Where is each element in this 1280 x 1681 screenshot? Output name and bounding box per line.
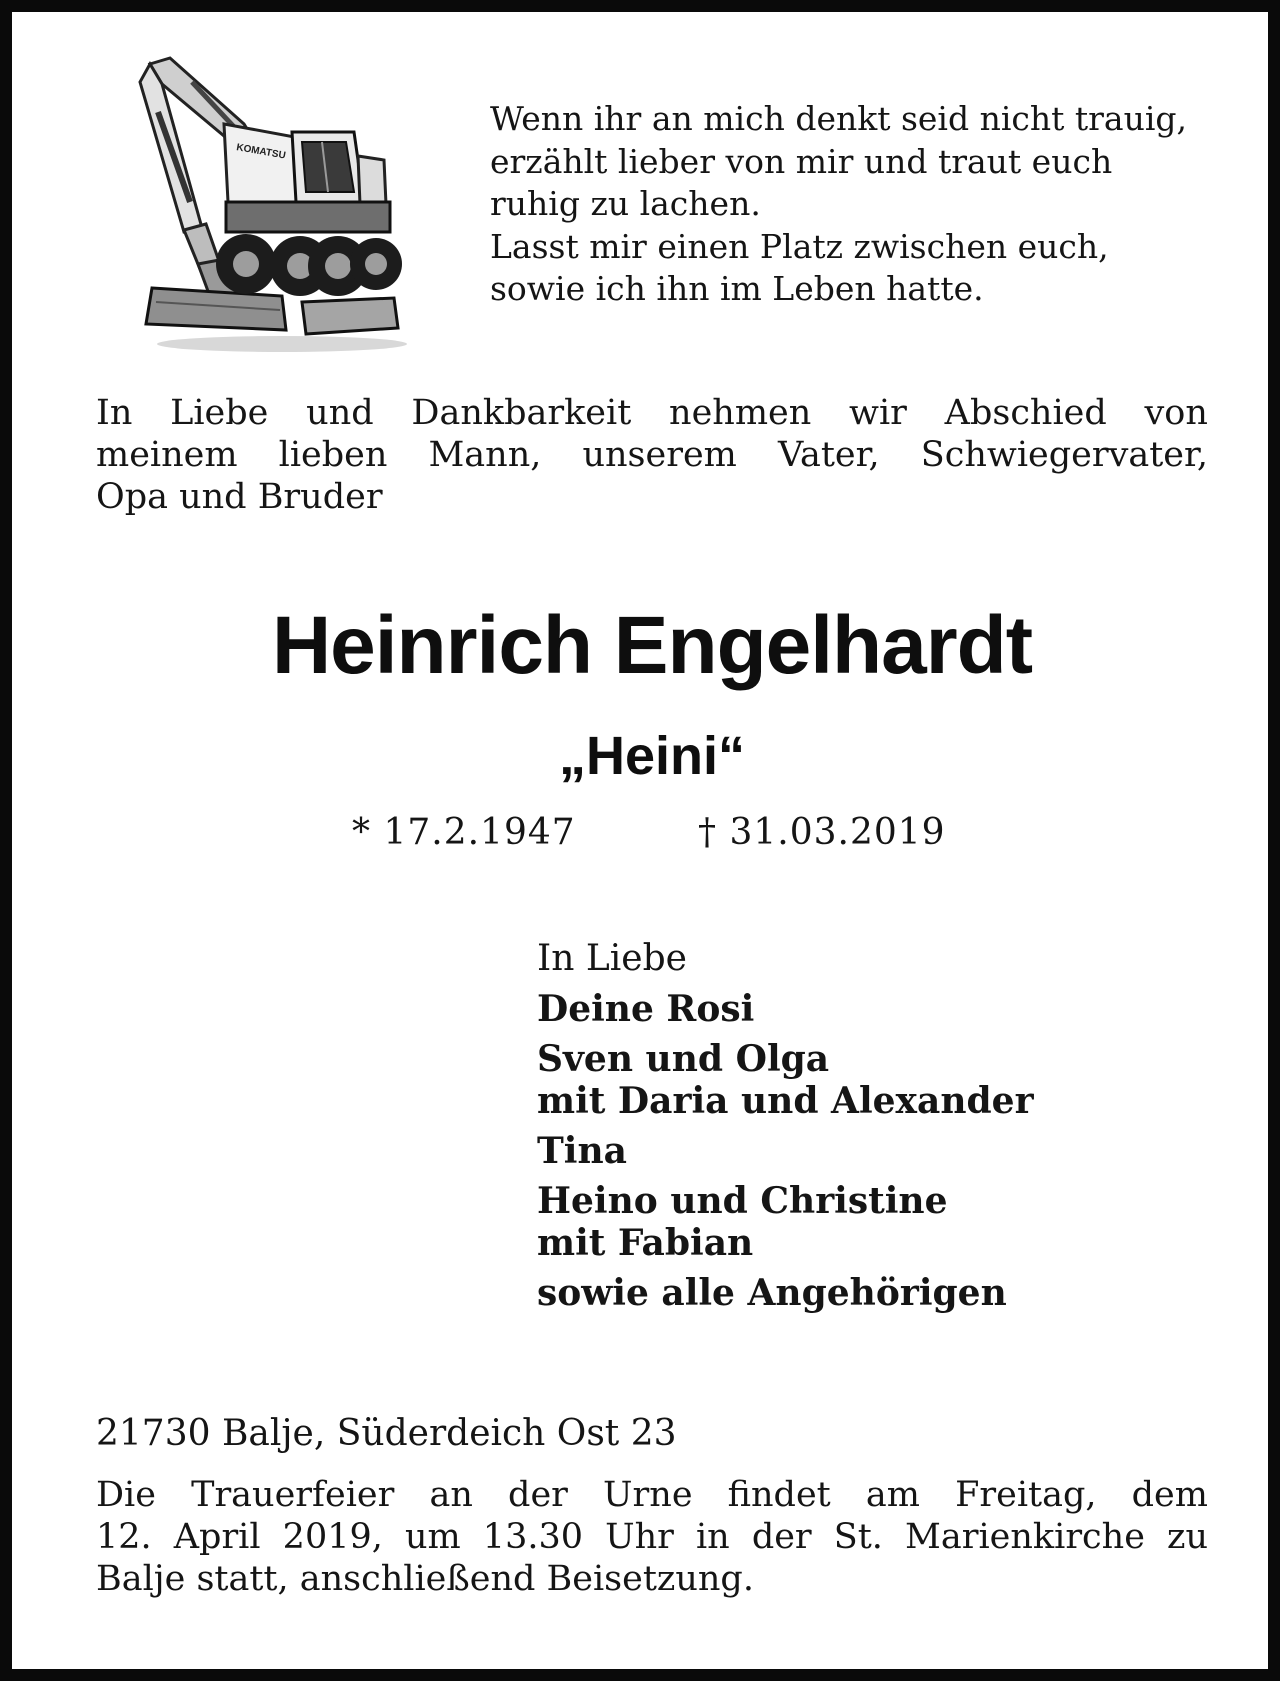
intro-word: Vater,: [777, 435, 880, 475]
mourner-line: Sven und Olga: [537, 1038, 830, 1080]
poem-line: ruhig zu lachen.: [490, 184, 761, 223]
mourner-line: Heino und Christine: [537, 1180, 948, 1222]
birth-date: * 17.2.1947: [352, 812, 576, 853]
intro-line: [96, 434, 1208, 476]
mourner-line: mit Fabian: [537, 1222, 754, 1264]
mourners-list: [537, 938, 1237, 1322]
poem-line: sowie ich ihn im Leben hatte.: [490, 269, 984, 308]
service-word: Uhr: [605, 1517, 674, 1557]
excavator-icon: [132, 52, 412, 357]
intro-word: In: [96, 393, 133, 433]
service-line: Balje statt, anschließend Beisetzung.: [96, 1559, 754, 1599]
service-word: Freitag,: [955, 1475, 1097, 1515]
service-word: Die: [96, 1475, 156, 1515]
mourner-line: sowie alle Angehörigen: [537, 1272, 1007, 1314]
service-line: [96, 1516, 1208, 1558]
service-word: April: [173, 1517, 261, 1557]
intro-word: Dankbarkeit: [411, 393, 632, 433]
service-word: der: [508, 1475, 568, 1515]
service-word: findet: [727, 1475, 831, 1515]
death-date: † 31.03.2019: [698, 812, 946, 853]
intro-word: und: [306, 393, 374, 433]
intro-word: wir: [849, 393, 907, 433]
service-word: Trauerfeier: [191, 1475, 395, 1515]
funeral-service-info: [96, 1474, 1208, 1600]
brand-label: KOMATSU: [235, 142, 287, 162]
family-address: 21730 Balje, Süderdeich Ost 23: [96, 1413, 677, 1454]
memorial-poem: [490, 98, 1230, 311]
mourners-lead: In Liebe: [537, 938, 687, 979]
service-line: [96, 1474, 1208, 1516]
mourner-line: Deine Rosi: [537, 988, 755, 1030]
mourner-group: [537, 988, 1237, 1030]
service-word: Marienkirche: [905, 1517, 1145, 1557]
intro-word: Abschied: [944, 393, 1107, 433]
intro-line: Opa und Bruder: [96, 477, 383, 517]
mourner-group: [537, 1038, 1237, 1122]
intro-word: unserem: [582, 435, 737, 475]
service-word: zu: [1167, 1517, 1208, 1557]
mourner-group: [537, 1272, 1237, 1314]
service-word: in: [695, 1517, 730, 1557]
service-word: 12.: [96, 1517, 152, 1557]
service-word: 13.30: [482, 1517, 583, 1557]
service-word: um: [404, 1517, 461, 1557]
intro-paragraph: [96, 392, 1208, 518]
mourner-group: [537, 1180, 1237, 1264]
poem-line: erzählt lieber von mir und traut euch: [490, 141, 1113, 181]
intro-word: lieben: [278, 435, 388, 475]
service-word: am: [865, 1475, 920, 1515]
intro-word: Liebe: [170, 393, 269, 433]
service-word: 2019,: [282, 1517, 383, 1557]
intro-word: Mann,: [428, 435, 542, 475]
service-word: Urne: [603, 1475, 693, 1515]
service-word: an: [429, 1475, 473, 1515]
service-word: dem: [1131, 1475, 1208, 1515]
intro-word: meinem: [96, 435, 238, 475]
intro-line: [96, 392, 1208, 434]
intro-word: von: [1144, 393, 1208, 433]
deceased-name: Heinrich Engelhardt: [271, 600, 1033, 691]
mourner-line: mit Daria und Alexander: [537, 1080, 1034, 1122]
mourner-line: Tina: [537, 1130, 627, 1172]
service-word: St.: [833, 1517, 883, 1557]
intro-word: Schwiegervater,: [920, 435, 1208, 475]
poem-line: Wenn ihr an mich denkt seid nicht trauig,: [490, 99, 1188, 138]
service-word: der: [751, 1517, 812, 1557]
deceased-nickname: „Heini“: [558, 726, 746, 786]
mourner-group: [537, 1130, 1237, 1172]
intro-word: nehmen: [669, 393, 812, 433]
poem-line: Lasst mir einen Platz zwischen euch,: [490, 226, 1109, 266]
